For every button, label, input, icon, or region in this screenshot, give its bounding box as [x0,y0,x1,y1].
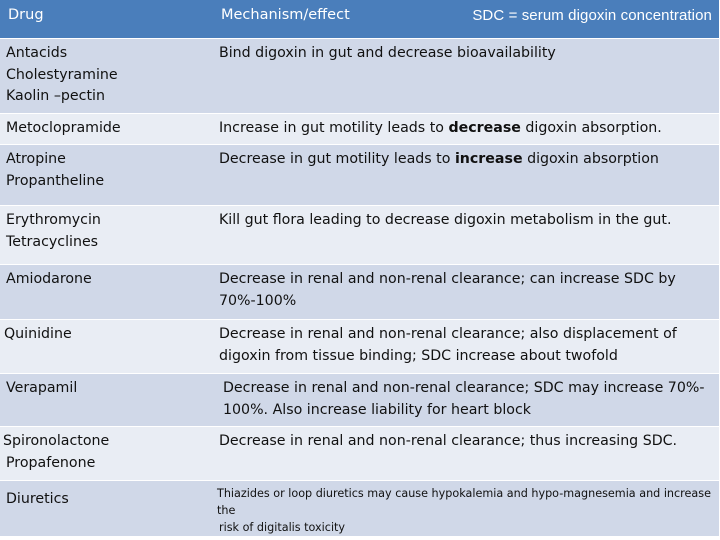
header-mechanism-label: Mechanism/effect [221,7,350,23]
drug-name: Kaolin –pectin [6,88,105,104]
drug-cell [0,320,213,374]
table-header-row [0,0,719,39]
effect-text: Decrease in renal and non-renal clearance; also displacement of [219,326,677,342]
table-row [0,265,719,320]
effect-text: digoxin absorption. [520,120,662,136]
effect-cell [213,145,719,206]
drug-name: Antacids [6,45,68,61]
effect-text: Kill gut flora leading to decrease digoxin metabolism in the gut. [219,212,672,228]
effect-text: Decrease in renal and non-renal clearance; thus increasing SDC. [219,433,678,449]
effect-emphasis: decrease [448,120,521,136]
effect-text: Thiazides or loop diuretics may cause hypokalemia and hypo-magnesemia and increase the [217,487,711,517]
drug-name: Cholestyramine [6,66,118,83]
drug-cell [0,374,213,427]
effect-emphasis: increase [454,151,523,167]
effect-cell [213,320,719,374]
drug-name: Diuretics [6,491,69,507]
effect-text: Decrease in renal and non-renal clearance; SDC may increase 70%- [223,380,705,396]
effect-text: Decrease in gut motility leads to [219,151,455,167]
drug-cell [0,206,213,265]
table-row [0,206,719,265]
drug-name: Propantheline [6,172,105,189]
table-row [0,427,719,481]
effect-text: digoxin absorption [522,151,659,167]
header-mechanism [213,0,719,39]
effect-cell [213,39,719,114]
drug-cell [0,145,213,206]
drug-cell [0,481,213,537]
effect-cell [213,114,719,145]
table-row [0,145,719,206]
table-row [0,481,719,537]
drug-name: Metoclopramide [6,120,121,136]
effect-cell [213,206,719,265]
header-drug [0,0,213,39]
effect-text: digoxin from tissue binding; SDC increase about twofold [219,347,618,364]
drug-name: Propafenone [6,454,96,471]
table-row [0,39,719,114]
effect-text: 70%-100% [219,292,297,309]
drug-name: Quinidine [4,326,72,342]
effect-text: 100%. Also increase liability for heart block [223,401,531,418]
effect-cell [213,481,719,537]
effect-text: Increase in gut motility leads to [219,120,449,136]
effect-cell [213,265,719,320]
drug-cell [0,427,213,481]
drug-name: Erythromycin [6,212,101,228]
table-row [0,320,719,374]
table-row [0,114,719,145]
drug-cell [0,39,213,114]
effect-text: risk of digitalis toxicity [219,521,346,534]
drug-name: Tetracyclines [6,233,99,250]
drug-cell [0,265,213,320]
drug-name: Amiodarone [6,271,92,287]
effect-cell [213,427,719,481]
table-row [0,374,719,427]
effect-cell [213,374,719,427]
drug-name: Verapamil [6,380,78,396]
header-sdc-note: SDC = serum digoxin concentration [472,7,712,24]
drug-name: Atropine [6,151,66,167]
drug-name: Spironolactone [3,433,110,449]
header-drug-label: Drug [8,7,44,23]
effect-text: Bind digoxin in gut and decrease bioavailability [219,45,556,61]
drug-cell [0,114,213,145]
effect-text: Decrease in renal and non-renal clearance; can increase SDC by [219,271,676,287]
